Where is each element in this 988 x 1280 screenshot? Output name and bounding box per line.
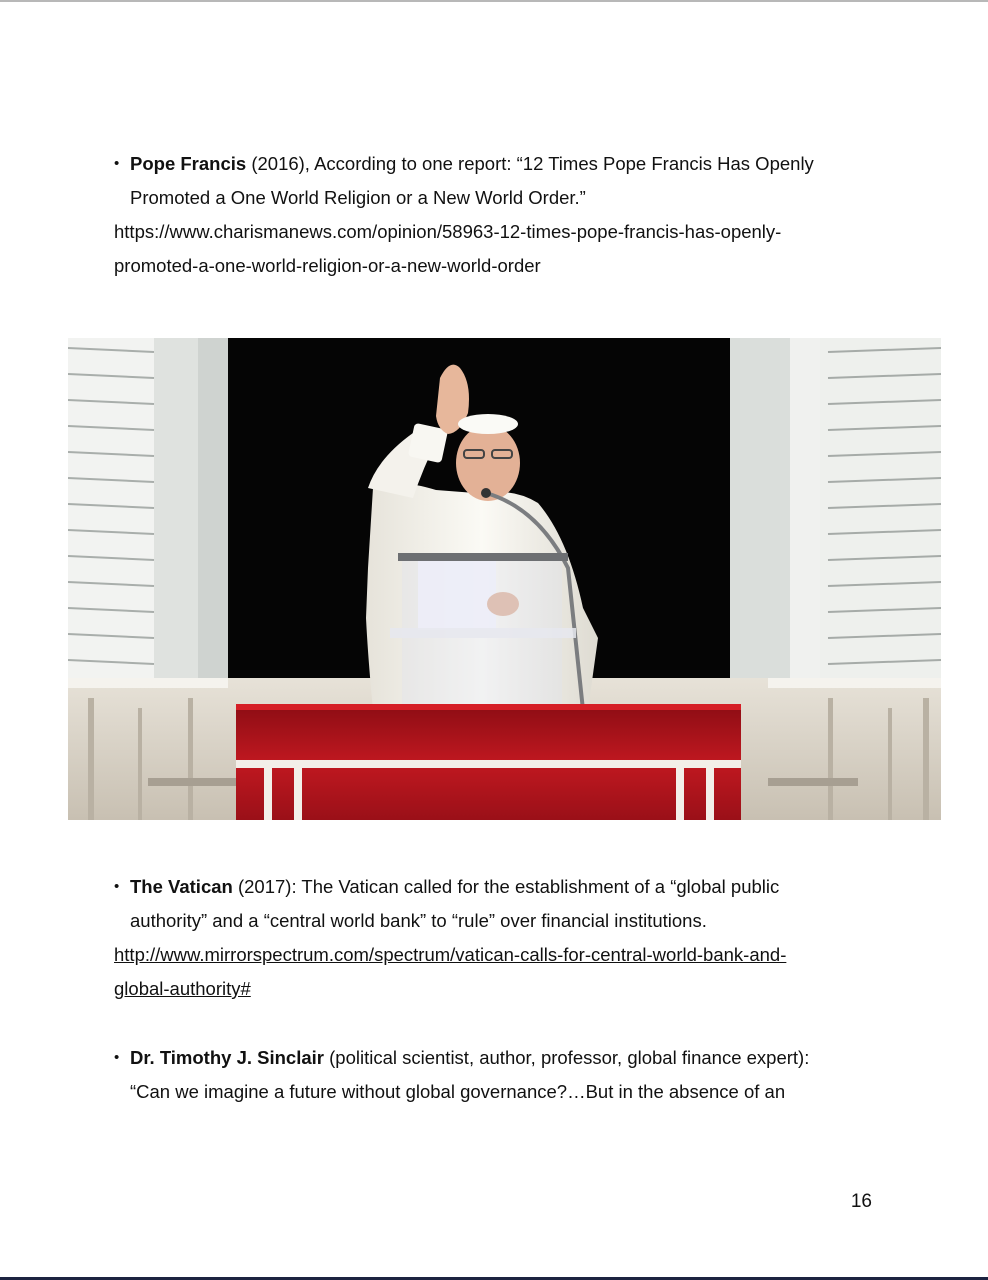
entry-line-1: [114, 147, 884, 181]
entry-line-1: [114, 1041, 884, 1075]
bullet-marker: •: [114, 1049, 120, 1066]
source-link-line-1[interactable]: [114, 938, 884, 972]
lectern: [390, 553, 576, 711]
entry-line-2: Promoted a One World Religion or a New World Order.”: [130, 187, 586, 208]
entry-timothy-sinclair: [114, 1041, 884, 1109]
entry-line-2: authority” and a “central world bank” to “rule” over financial institutions.: [130, 910, 707, 931]
entry-the-vatican: [114, 870, 884, 1006]
bullet-marker: •: [114, 155, 120, 172]
source-link-line-2[interactable]: [114, 972, 884, 1006]
entry-name: Pope Francis: [130, 153, 247, 174]
pope-balcony-photo: [68, 338, 941, 820]
entry-line-1: [114, 870, 884, 904]
source-url-line-2: promoted-a-one-world-religion-or-a-new-world-order: [114, 255, 541, 276]
right-shutter: [730, 338, 941, 683]
entry-line-1-text: (2017): The Vatican called for the establishment of a “global public: [232, 876, 780, 897]
page-number: 16: [850, 1191, 872, 1212]
entry-name: The Vatican: [130, 876, 233, 897]
source-url-line-1: https://www.charismanews.com/opinion/58963-12-times-pope-francis-has-openly-: [114, 221, 782, 242]
top-rule: [0, 0, 988, 2]
source-link-text-1[interactable]: http://www.mirrorspectrum.com/spectrum/vatican-calls-for-central-world-bank-and-: [114, 944, 787, 965]
source-link-text-2[interactable]: global-authority#: [114, 978, 251, 999]
entry-name: Dr. Timothy J. Sinclair: [130, 1047, 324, 1068]
entry-line-2: “Can we imagine a future without global governance?…But in the absence of an: [130, 1081, 786, 1102]
entry-line-1-text: (2016), According to one report: “12 Times Pope Francis Has Openly: [246, 153, 814, 174]
bullet-marker: •: [114, 878, 120, 895]
red-tapestry: [236, 704, 741, 820]
left-shutter: [68, 338, 228, 683]
entry-pope-francis: [114, 147, 884, 283]
entry-line-1-text: (political scientist, author, professor, global finance expert):: [323, 1047, 810, 1068]
